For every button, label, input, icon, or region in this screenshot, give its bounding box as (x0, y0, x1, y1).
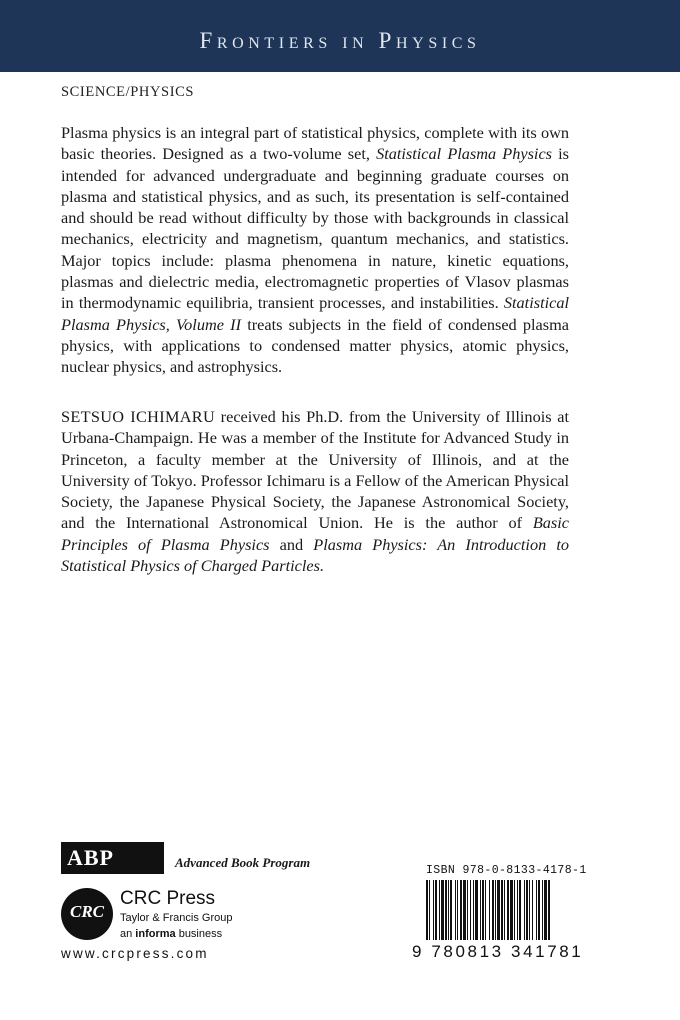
barcode-bar (510, 880, 513, 940)
barcode-bar (538, 880, 540, 940)
barcode-bar (441, 880, 444, 940)
barcode-bar (429, 880, 430, 940)
barcode-bar (467, 880, 468, 940)
barcode-bar (435, 880, 437, 940)
abp-logo-text: ABP (67, 845, 114, 870)
barcode-bar (526, 880, 528, 940)
barcode-bar (433, 880, 434, 940)
barcode-bar (532, 880, 533, 940)
informa-pre: an (120, 928, 136, 940)
other-book-1: Basic Principles of Plasma Physics (61, 513, 569, 554)
barcode-bar (548, 880, 550, 940)
barcode-bar (497, 880, 500, 940)
barcode-bar (489, 880, 490, 940)
description-text-1: Plasma physics is an integral part of statistical physics, complete with its own basic theories. Designed as a two-volume set, (61, 123, 569, 164)
bio-text-1: received his Ph.D. from the University of Illinois at Urbana-Champaign. He was a member of the Institute for Advanced Study in Princeton, a faculty member at the University of Illinois, and at the University of Tokyo. Professor Ichimaru is a Fellow of the American Physical Society, the Japanese Physical Society, the Japanese Astronomical Society, and the International Astronomical Union. He is the author of (61, 407, 569, 533)
publisher-url: www.crcpress.com (61, 946, 209, 961)
volume-title-italic: Statistical Plasma Physics, Volume II (61, 293, 569, 334)
barcode-digits: 9 780813 341781 (412, 942, 584, 961)
barcode-bar (514, 880, 515, 940)
barcode-bar (482, 880, 484, 940)
publisher-informa (120, 928, 222, 940)
other-book-2: Plasma Physics: An Introduction to Statistical Physics of Charged Particles. (61, 534, 570, 576)
barcode-bar (457, 880, 458, 940)
barcode-bar (492, 880, 494, 940)
barcode-bar (463, 880, 466, 940)
barcode-bar (542, 880, 543, 940)
publisher-name: CRC Press (120, 888, 216, 909)
book-title-italic: Statistical Plasma Physics (376, 144, 553, 164)
barcode-bar (473, 880, 474, 940)
barcode-bar (501, 880, 503, 940)
barcode-bar (495, 880, 496, 940)
barcode-bar (480, 880, 481, 940)
barcode-bar (504, 880, 505, 940)
series-banner (0, 0, 680, 72)
abp-rule (61, 872, 164, 874)
barcode-bar (529, 880, 530, 940)
barcode-icon (426, 880, 588, 940)
book-description (61, 122, 569, 378)
isbn-label: ISBN 978-0-8133-4178-1 (426, 864, 587, 877)
barcode-bar (448, 880, 449, 940)
barcode-bar (455, 880, 456, 940)
description-text-2: is intended for advanced undergraduate and beginning graduate courses on plasma and statistical physics, and as such, its presentation is self-contained and should be read without difficulty by those with backgrounds in classical mechanics, electricity and magnetism, quantum mechanics, and statistics. Major topics include: plasma phenomena in nature, kinetic equations, plasmas and dielectric media, electromagnetic properties of Vlasov plasmas in thermodynamic equilibria, transient processes, and instabilities. (61, 144, 570, 313)
informa-post: business (175, 928, 223, 940)
barcode-bar (536, 880, 537, 940)
barcode-bar (439, 880, 440, 940)
barcode-bar (445, 880, 447, 940)
series-title: Frontiers in Physics (199, 28, 481, 53)
barcode-bar (524, 880, 525, 940)
barcode-bar (450, 880, 452, 940)
barcode-bar (475, 880, 478, 940)
crc-logo-icon (61, 888, 113, 940)
barcode-bar (460, 880, 462, 940)
barcode-bar (517, 880, 518, 940)
author-name: SETSUO ICHIMARU (61, 407, 215, 426)
barcode-bar (426, 880, 428, 940)
bio-text-2: and (269, 534, 314, 554)
category-label: SCIENCE/PHYSICS (61, 84, 195, 100)
description-text-3: treats subjects in the field of condensed plasma physics, with applications to condensed matter physics, atomic physics, nuclear physics, and astrophysics. (61, 314, 570, 377)
barcode-bar (544, 880, 547, 940)
barcode-bar (485, 880, 486, 940)
abp-logo (61, 842, 164, 872)
barcode-bar (470, 880, 471, 940)
crc-logo-text: CRC (69, 902, 105, 921)
author-bio (61, 406, 569, 576)
barcode-bar (519, 880, 521, 940)
abp-label: Advanced Book Program (175, 855, 311, 870)
informa-bold: informa (135, 928, 176, 940)
barcode-bar (507, 880, 509, 940)
publisher-group: Taylor & Francis Group (120, 912, 233, 924)
